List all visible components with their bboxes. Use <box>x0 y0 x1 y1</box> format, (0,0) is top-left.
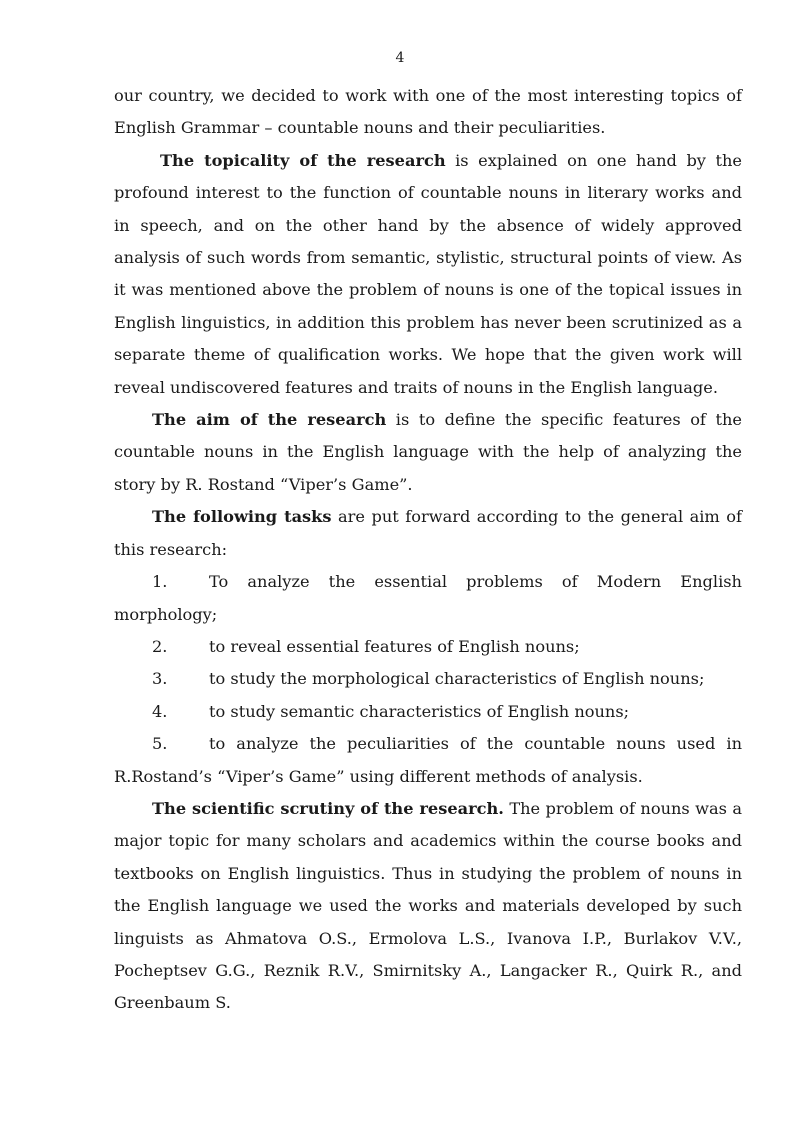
task-item-4 <box>114 696 742 728</box>
paragraph-topicality <box>114 145 742 404</box>
task-number: 2. <box>152 636 168 656</box>
page-number: 4 <box>395 50 405 66</box>
task-number: 4. <box>152 701 168 721</box>
scrutiny-text: The problem of nouns was a major topic for many scholars and academics within the course books and textbooks on English linguistics. Thus in studying the problem of nouns in the English language we used the works and materials developed by such linguists as Ahmatova O.S., Ermolova L.S., Ivanova I.P., Burlakov V.V., Pocheptsev G.G., Reznik R.V., Smirnitsky A., Langacker R., Quirk R., and Greenbaum S. <box>114 798 742 1013</box>
topicality-text: is explained on one hand by the profound interest to the function of countable nouns in literary works and in speech, and on the other hand by the absence of widely approved analysis of such words from semantic, stylistic, structural points of view. As it was mentioned above the problem of nouns is one of the topical issues in English linguistics, in addition this problem has never been scrutinized as a separate theme of qualification works. We hope that the given work will reveal undiscovered features and traits of nouns in the English language. <box>114 150 742 397</box>
task-number: 1. <box>152 572 168 592</box>
heading-topicality: The topicality of the research <box>160 150 446 170</box>
paragraph-aim <box>114 404 742 501</box>
paragraph-intro: our country, we decided to work with one of the most interesting topics of English Grammar – countable nouns and their peculiarities. <box>114 86 742 138</box>
tasks-intro-text: are put forward according to the general aim of this research: <box>114 507 743 559</box>
task-number: 3. <box>152 669 168 689</box>
document-body <box>114 80 742 1020</box>
task-item-2 <box>114 631 742 663</box>
task-item-1 <box>114 566 742 631</box>
heading-tasks: The following tasks <box>152 507 332 527</box>
task-number: 5. <box>152 734 168 754</box>
heading-scrutiny: The scientific scrutiny of the research. <box>152 798 504 818</box>
aim-text: is to define the specific features of the countable nouns in the English language with the help of analyzing the story by R. Rostand “Viper’s Game”. <box>114 410 742 494</box>
task-item-3 <box>114 663 742 695</box>
paragraph-tasks-intro <box>114 501 742 566</box>
task-item-5 <box>114 728 742 793</box>
task-text: to study the morphological characteristics of English nouns; <box>209 669 705 689</box>
heading-aim: The aim of the research <box>152 410 387 430</box>
task-text: to study semantic characteristics of English nouns; <box>209 701 630 721</box>
task-text: To analyze the essential problems of Modern English morphology; <box>114 572 742 624</box>
task-text: to analyze the peculiarities of the countable nouns used in R.Rostand’s “Viper’s Game” using different methods of analysis. <box>114 734 742 786</box>
task-text: to reveal essential features of English nouns; <box>209 636 580 656</box>
paragraph-scrutiny <box>114 793 742 1020</box>
